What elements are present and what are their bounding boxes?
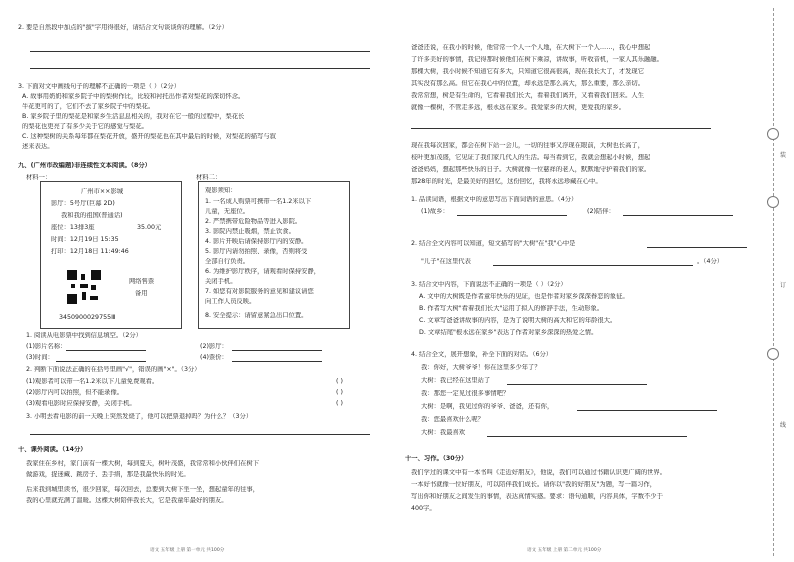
hall: 影厅：5号厅(巨幕 2D): [51, 200, 115, 207]
movie-ticket: [40, 181, 182, 329]
dialog-line: 大树：我已经在这里站了: [421, 377, 491, 384]
answer-line[interactable]: [232, 350, 322, 351]
question-3: 3. 下面对文中画线句子的理解不正确的一项是（ ）（2分）: [18, 83, 180, 90]
q3-option: A. 文中的大树既是作者童年快乐的见证，也是作者对家乡深深眷恋的象征。: [419, 293, 629, 300]
binding-hole-icon: [767, 348, 779, 360]
notice-title: 观影须知：: [205, 187, 237, 194]
notice-line: 向工作人员反映。: [205, 298, 256, 305]
side-char: 线: [780, 422, 787, 429]
reading-line: 我的心里就充满了温暖。这棵大树陪伴我长大，它是我童年最好的朋友。: [26, 497, 228, 504]
answer-line[interactable]: [647, 247, 747, 248]
dialog-line: 我：您最喜欢什么呢？: [421, 416, 484, 423]
option-b: B. 家乡院子里的梨花是和家乡生活息息相关的，我对在它一般的过程中，梨花长: [22, 113, 245, 120]
page-footer: 语文 五年级 上册 第二单元 共100分: [527, 548, 602, 553]
option-b-cont: 的梨花也更亮了有多少关于它的感觉与梨花。: [22, 123, 148, 130]
q1-item: (1)影片名称：: [26, 343, 67, 350]
side-char: 订: [780, 282, 787, 289]
reading-line: 就像一棵树，不管走多远，根永远在家乡。我爱家乡的大树，更爱我的家乡。: [411, 104, 626, 111]
q1-item: (2)影厅：: [200, 343, 228, 350]
reading-line: 我家住在乡村，家门前有一棵大树，每到夏天，树叶茂盛，我常常和小伙伴们在树下: [26, 460, 259, 467]
notice-line: 3. 影院内禁止吸烟，禁止饮食。: [205, 228, 295, 235]
question-2: 2. 要是自然段中加点的"拔"字用得很好，请结合文句谈谈你的理解。（2分）: [18, 24, 228, 31]
notice-line: 7. 如您有对影院服务的意见和建议请您: [205, 288, 314, 295]
reading-line: 后来我到城里读书，很少回家，每次回去，总要到大树下坐一坐，想起童年的往事，: [26, 486, 259, 493]
answer-line[interactable]: [623, 215, 733, 216]
cut-line: [773, 8, 774, 556]
reading-line: 爸爸妈妈，想起那些快乐的日子。大树就像一位慈祥的老人，默默地守护着我们的家。: [411, 166, 651, 173]
notice-line: 1. 一名成人购票可携带一名1.2米以下: [205, 198, 312, 205]
q1-item: (3)时间：: [26, 354, 54, 361]
answer-line[interactable]: [30, 68, 370, 69]
option-c: C. 这种梨树的关系每年都在梨花开放，盛开的梨花也在其中最后的时候，对梨花的描写与叙: [22, 133, 276, 140]
material-2-label: 材料二：: [196, 174, 222, 181]
judge-item: (3)观看电影时应保持安静，关闭手机。: [26, 400, 136, 407]
essay-line: 写出你和好朋友之间发生的事情，表达真情实感。要求：语句通顺，内容具体，字数不少于: [411, 493, 663, 500]
answer-line[interactable]: [493, 265, 693, 266]
section-9-title: 九、(广州市改编题)非连续性文本阅读。（8分）: [18, 162, 151, 169]
q3-choice: 3. 结合文中内容，下面说法不正确的一项是（ ）（2分）: [411, 281, 567, 288]
dialog-line: 我：你好，大树爷爷！你在这里多少年了？: [421, 364, 541, 371]
ticket-number: 3450900029755Ⅲ: [59, 314, 116, 321]
q1a: (1)故乡：: [421, 208, 449, 215]
dialog-line: 大树：是啊，我见过你的爷爷、爸爸，还有你，: [421, 403, 554, 410]
answer-line[interactable]: [457, 215, 567, 216]
answer-line[interactable]: [487, 436, 687, 437]
judge-paren[interactable]: ( ): [336, 400, 343, 407]
reading-line: 那28年的时光，是最美好的回忆，这份回忆，我将永远珍藏在心中。: [411, 178, 602, 185]
option-c-cont: 述来表达。: [22, 143, 54, 150]
side-char: 装: [780, 152, 787, 159]
judge-paren[interactable]: ( ): [336, 389, 343, 396]
binding-hole-icon: [767, 128, 779, 140]
dialog-line: 大树：我最喜欢: [421, 429, 466, 436]
option-a: A. 故事用奶奶和家乡院子中的梨树作比，比较和衬托出作者对梨花的深切怀念。: [22, 93, 245, 100]
option-a-cont: 牛花更可的了，它们不去了家乡院子中的梨花。: [22, 103, 155, 110]
q4-dialog: 4. 结合全文，展开想象，补全下面的对话。（6分）: [411, 351, 553, 358]
reading-line: 了许多美好的事情，我记得那时候他们在树下乘凉，讲故事，听收音机，一家人其乐融融。: [411, 56, 663, 63]
seat: 座位：13排3座: [51, 224, 95, 231]
reading-line: 其实没有那么高。但它在我心中的位置，却永远是那么高大，那么重要，那么亲切。: [411, 80, 644, 87]
q1b: (2)陪伴：: [587, 208, 615, 215]
q2-judge: 2. 判断下面说法正确的在括号里画"√"，错误的画"×"。（3分）: [26, 366, 201, 373]
q3-option: B. 作者写大树"看着我们长大"运用了拟人的修辞手法，生动形象。: [419, 305, 604, 312]
judge-item: (2)影厅内可以拍照，但不能录像。: [26, 389, 124, 396]
q1-ticket: 1. 阅读从电影票中找到信息填空。（2分）: [26, 332, 142, 339]
reading-line: 现在我每次回家，都会在树下站一会儿，一切的往事又浮现在眼前，大树也长高了，: [411, 142, 644, 149]
right-page: [397, 0, 794, 562]
material-1-label: 材料一：: [26, 174, 52, 181]
binding-margin: [754, 0, 794, 562]
notice-line: 2. 严禁携带危险物品等进入影院。: [205, 218, 302, 225]
essay-line: 我们学过的课文中有一本书叫《走近好朋友》，他说，我们可以通过书籍认识更广阔的世界。: [411, 469, 667, 476]
judge-paren[interactable]: ( ): [336, 378, 343, 385]
reading-line: 枝叶更加茂盛，它见证了我们家几代人的生活。每当看到它，我就会想起小时候，想起: [411, 154, 651, 161]
section-11-title: 十一、习作。（30分）: [405, 455, 468, 462]
reading-line: 做游戏，捉迷藏、跳房子、丢手绢，那是我最快乐的时光。: [26, 471, 190, 478]
show-time: 时间：12月19日 15:35: [51, 236, 119, 243]
notice-line: 4. 影片开映后请保持影厅内的安静。: [205, 238, 308, 245]
film-title: 我和我的祖国(普通话): [61, 212, 123, 219]
answer-line[interactable]: [30, 51, 370, 52]
answer-line[interactable]: [507, 384, 647, 385]
dialog-line: 我：那您一定见过很多事情吧？: [421, 390, 510, 397]
reading-line: 爸爸还说，在我小的时候，他常常一个人一个人地，在大树下一个人……，我心中想起: [411, 44, 651, 51]
q1-words: 1. 品读词语，根据文中的意思写出下面词语的意思。（4分）: [411, 196, 578, 203]
page-footer: 语文 五年级 上册 第一单元 共100分: [150, 548, 225, 553]
answer-line[interactable]: [66, 350, 146, 351]
q3-option: C. 文章写爸爸讲故事的内容，是为了说明大树的高大和它的年龄很大。: [419, 317, 617, 324]
stamp-online: 网络售票: [129, 278, 155, 285]
judge-item: (1)观影者可以带一名1.2米以下儿童免费观看。: [26, 378, 159, 385]
stamp-backup: 备用: [135, 290, 148, 297]
essay-line: 400字。: [411, 505, 436, 512]
notice-box: [198, 181, 350, 329]
q2-tree: 2. 结合全文内容可以知道，短文描写的"大树"在"我"心中是: [411, 240, 576, 247]
notice-line: 5. 影厅内请勿拍照、录像，否则将受: [205, 248, 308, 255]
q2-son: "儿子"在这里代表: [421, 258, 471, 265]
notice-line: 全部自行负责。: [205, 258, 250, 265]
answer-line[interactable]: [56, 361, 146, 362]
cinema-name: 广州市××影城: [81, 188, 124, 195]
reading-line: 我常常想，树是有生命的，它看着我们长大，看着我们离开，又看着我们回来。人生: [411, 92, 644, 99]
print-time: 打印：12月18日 11:49:46: [51, 248, 129, 255]
q3-option: D. 文章结尾"根永远在家乡"表达了作者对家乡深深的热爱之情。: [419, 329, 598, 336]
underline-mark: [411, 128, 711, 129]
q1-item: (4)票价：: [200, 354, 228, 361]
notice-line: 6. 为维护影厅秩序，请观看时保持安静，: [205, 268, 321, 275]
answer-line[interactable]: [30, 434, 370, 435]
reading-line: 那棵大树，我小时候不知道它有多大，只知道它很高很高，现在我长大了，才发现它: [411, 68, 644, 75]
price: 35.00元: [137, 224, 162, 231]
section-10-title: 十、课外阅读。（14分）: [18, 446, 87, 453]
q2-score: 。（4分）: [697, 258, 724, 265]
notice-line: 儿童，无座位。: [205, 208, 250, 215]
essay-line: 一本好书就像一位好朋友，可以陪伴我们成长。请你以"我的好朋友"为题，写一篇习作，: [411, 481, 657, 488]
answer-line[interactable]: [232, 361, 322, 362]
q3-ticket: 3. 小明去看电影的前一天晚上突然发烧了，他可以把票退掉吗？为什么？（3分）: [26, 413, 253, 420]
binding-hole-icon: [767, 196, 779, 208]
notice-line: 关闭手机。: [205, 278, 237, 285]
answer-line[interactable]: [577, 410, 717, 411]
notice-line: 8. 安全提示：请留意紧急出口位置。: [205, 312, 308, 319]
qr-code-icon: [67, 270, 101, 304]
